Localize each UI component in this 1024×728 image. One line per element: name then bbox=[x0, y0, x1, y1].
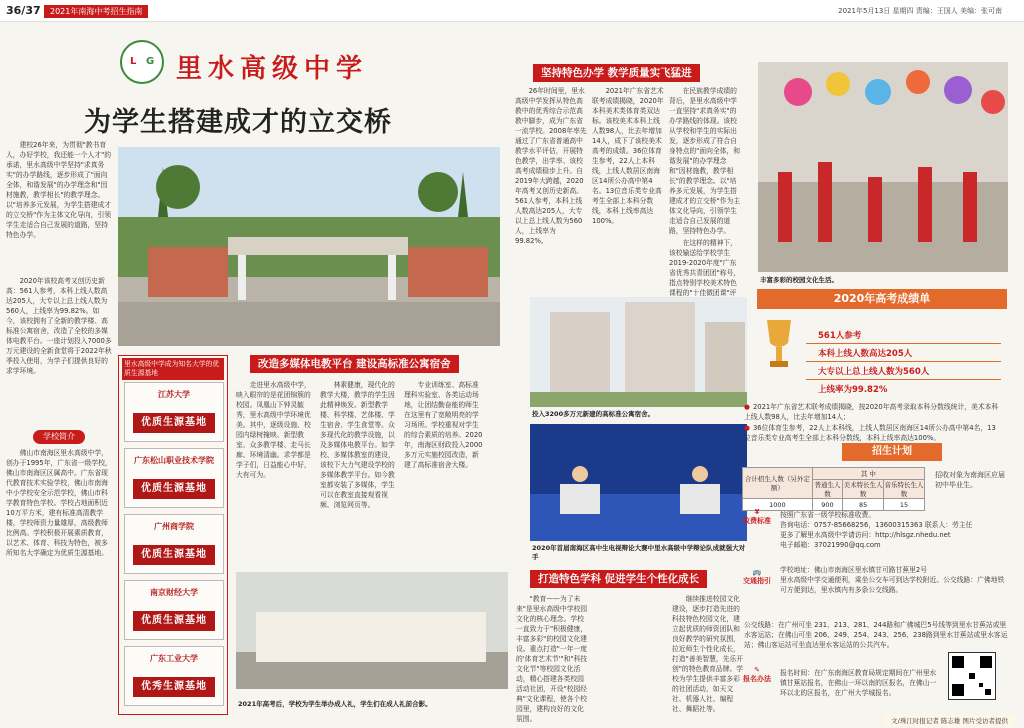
contact-info: 按照广东省一级学校标准收费。 咨询电话：0757-85668256，13600315363 联系人：劳主任 更多了解里水高级中学请访问：http://hlsgz.nhedu.net 电子邮箱：37021990@qq.com bbox=[780, 511, 973, 549]
intro-text-left-2: 2020年该校高考又创历史新高：561人参考，本科上线人数高达205人，大专以上总上线人数为560人，上线率为99.82%。如今，该校拥有了全新的教学楼、高标准公寓宿舍，改造了全校的多媒体电教平台。一座计划投入7000多万元建设的全新食堂将于2022年秋季投入使用，为学子们提供良好的求学环境。 bbox=[6, 277, 112, 375]
plan-table bbox=[742, 467, 925, 511]
plan-total-header: 合计招生人数（另外定额） bbox=[743, 468, 813, 499]
plaques-banner: 里水高级中学成为知名大学的优质生源基地 bbox=[122, 358, 224, 380]
school-name: 里水高级中学 bbox=[176, 54, 369, 84]
plan-note: 招收对象为南海区应届初中毕业生。 bbox=[935, 471, 1005, 489]
section-2-title: 改造多媒体电教平台 建设高标准公寓宿舍 bbox=[250, 355, 459, 373]
results-row-3: 大专以上总上线人数为560人 bbox=[818, 367, 930, 377]
section-2-col-b: 林素健康，现代化的教学大楼，教学的学生因此精神焕发。新型教学楼、科学楼、艺体楼、学生宿舍、学生食堂等。众多现代化的教学设施，以及多媒体电教平台。如学校、多媒体教室的建设，该校下大力气建设学校的多媒体教学平台。如今教室都安装了多媒体，学生可以在教室直接观看视频、浏览网页等。 bbox=[320, 381, 395, 509]
section-1-col-b: 2021年广东省艺术联考成绩揭晓，2020年本科美术类体育类双达标。该校美术本科上线人数98人，比去年增加14人，成下了该校美术高考的成绩。36位体育生参考，22人上本科线，上线人数居区南海区14所公办高中第4名。13位音乐类专业高考生全部上本科分数线，本科上线率高达100%。 bbox=[592, 87, 664, 225]
section-tag: 2021年南海中考招生指南 bbox=[44, 5, 148, 18]
plan-music-header: 音乐特长生人数 bbox=[884, 481, 924, 498]
signup-icon: ✎ 报名办法 bbox=[743, 666, 771, 683]
campus-life-photo bbox=[758, 62, 1008, 272]
plan-total-value: 1000 bbox=[743, 499, 813, 511]
school-brief: 学校简介 佛山市南海区里水高级中学，创办于1995年，广东省一级学校，佛山市南海区区属高中。广东省现代教育技术实验学校，佛山市南海中小学校安全示范学校，佛山市科学教育特色学校。学校占地面积近10万平方米，建有标准高清教学楼，学校师资力量雄厚，高级教师比例高。学校积极开展素质教育，以艺术、体育、科技为特色，被多所知名大学确定为优质生源基地。 bbox=[6, 432, 112, 557]
school-logo-area bbox=[120, 40, 410, 84]
plaque-nanjing: 南京财经大学 优质生源基地 bbox=[124, 580, 224, 640]
plaque-jiangsu: 江苏大学 优质生源基地 bbox=[124, 382, 224, 442]
results-divider bbox=[806, 343, 1001, 344]
debate-caption: 2020年首届南海区高中生电视辩论大赛中里水高级中学辩论队成就强大对手 bbox=[532, 544, 746, 561]
trophy-icon bbox=[762, 315, 796, 375]
debate-photo bbox=[530, 424, 747, 541]
bus-info: 公交线路：在广州可坐 231、213、281、244路和广佛城巴5号线等到里水甘蕉站或里水客运站；在佛山可坐 206、249、254、243、256、238路到里水甘蕉站或里水客运站；佛山客运站可坐直达里水客运站的公共汽车。 bbox=[744, 621, 1008, 649]
results-row-4: 上线率为99.82% bbox=[818, 385, 888, 395]
signup-info: 报名时间：在广东南海区教育局规定期间在广州里水镇甘蕉站报名，在佛山一环以南的区报名，在佛山一环以北的区报名，在广州大学城报名。 bbox=[780, 669, 937, 697]
date-info: 2021年5月13日 星期四 责编：王国人 美编：张可南 bbox=[838, 7, 1002, 15]
plaque-gdut: 广东工业大学 优秀生源基地 bbox=[124, 646, 224, 706]
section-3-title: 打造特色学科 促进学生个性化成长 bbox=[530, 570, 707, 588]
plan-art-header: 美术特长生人数 bbox=[843, 481, 883, 498]
section-3-col-b bbox=[594, 594, 666, 719]
plan-regular-value: 900 bbox=[812, 499, 842, 511]
traffic-info: 学校地址：佛山市南海区里水镇甘可路甘蕉里2号 里水高级中学交通便利，乘坐公交车可到达学校附近。公交线路：广佛地铁可方便到达，里水镇内有多条公交线路。 bbox=[780, 566, 1005, 594]
bus-icon: 🚌 交通指引 bbox=[743, 568, 771, 585]
section-2-col-c: 专业训练室、高标准理科实验室、各类运动场地，让团结勤奋能的师生在这里有了宽敞明亮的学习场所。学校重视对学生的综合素质的培养。2020年，南海区财政投入2000多万元实施校园改造，新建了高标准宿舍大楼。 bbox=[404, 381, 483, 469]
intro-text-left: 建校26年来，为贯彻"教书育人，办好学校，我还能一个人才"的承诺，里水高级中学坚持"求真务实"的办学路线，逐步形成了"面向全体，和谐发展"的办学理念和"因材施教，教学相长"的教学理念。以"培养多元发展，为学生搭建成才的立交桥"作为主体文化导向，引领学生走适合自己发展的道路，坚持特色办学。 bbox=[6, 141, 112, 239]
school-logo-icon: L G bbox=[120, 40, 164, 84]
section-2-col-d bbox=[488, 380, 513, 565]
results-row-2: 本科上线人数高达205人 bbox=[818, 349, 913, 359]
qr-code-icon bbox=[948, 652, 996, 700]
school-gate-photo bbox=[118, 147, 500, 346]
results-divider bbox=[806, 361, 1001, 362]
main-headline: 为学生搭建成才的立交桥 bbox=[84, 107, 392, 138]
fee-icon: ¥ 收费标准 bbox=[743, 508, 771, 525]
campus-life-caption: 丰富多彩的校园文化生活。 bbox=[760, 276, 838, 284]
plaque-songshan: 广东松山职业技术学院 优质生源基地 bbox=[124, 448, 224, 508]
plan-art-value: 85 bbox=[843, 499, 884, 511]
footer-credit: 文/珠江时报记者 陈志雄 图片受访者提供 bbox=[885, 715, 1014, 726]
section-3-col-c: 继续推进校园文化建设，逐步打造先进的科技特色校园文化，建立起优质的师资团队和良好教学的研究氛围，拉近师生个性化成长，打造"善美智慧，先乐开创"的特色教育品牌。学校为学生提供丰富多彩的社团活动，如天文社、机器人社、编程社、舞蹈社等。 bbox=[672, 595, 744, 713]
page-header bbox=[0, 0, 1024, 22]
page-number: 36/37 bbox=[6, 4, 41, 17]
dormitory-photo bbox=[530, 297, 747, 407]
group-photo-caption: 2021年高考后，学校为学生举办成人礼，学生们在成人礼前合影。 bbox=[238, 700, 432, 708]
section-1-title: 坚持特色办学 教学质量实飞猛进 bbox=[533, 64, 700, 82]
plan-regular-header: 普通生人数 bbox=[812, 480, 842, 499]
section-3-col-a: "教育——为了未来"是里水高级中学校园文化的核心理念。学校一直致力于"积极健康，丰富多彩"的校园文化建设。重点打造"一年一度的'体育艺术节'"和"科技文化节"等校园文化活动，精心搭建各类校园活动社团，开设"校园经典"文化课程，使各个校园里，建构良好的文化氛围。 bbox=[516, 595, 588, 723]
results-row-1: 561人参考 bbox=[818, 331, 862, 341]
plan-split-header: 其 中 bbox=[812, 468, 924, 480]
plan-music-value: 15 bbox=[884, 499, 925, 511]
section-1-col-a: 26年时间里，里水高级中学发挥从特色高教中的优秀综合示范高教中脚步，成为广东省一流学校。2008年率先通过了广东省普通高中教学水平评估，开展特色教学，出学率、该校高考成绩稳步上升。自2019年大跨越，2020年高考又创历史新高。561人参考，本科上线人数高达205人，大专以上总上线人数为560人，上线率为99.82%。 bbox=[515, 87, 587, 245]
plan-title: 招生计划 bbox=[842, 443, 942, 461]
section-2-col-a: 走进里水高级中学，映入眼帘的是花团锦簇的校园。凤凰山下钟灵毓秀，里水高级中学环境优美。其中，逐级设施、校园内绿树掩映、新型教室、众多教学楼、走马长廊、环境清幽。求学都是学子们，日益能心中好，大有可为。 bbox=[236, 381, 311, 479]
results-bullet-1: ● 2021年广东省艺术联考成绩揭晓，按2020年高考录取本科分数线统计，美术本科上线人数98人，比去年增加14人； bbox=[744, 402, 1002, 422]
results-divider bbox=[806, 379, 1001, 380]
results-bullet-2: ● 36位体育生参考，22人上本科线，上线人数居区南海区14所公办高中第4名，13位音乐类专业高考生全部上本科分数线，本科上线率高达100%。 bbox=[744, 423, 1002, 443]
dormitory-caption: 投入3200多万元新建的高标准公寓宿舍。 bbox=[532, 410, 655, 418]
plaque-gzcommerce: 广州商学院 优质生源基地 bbox=[124, 514, 224, 574]
group-photo bbox=[236, 572, 508, 689]
section-1-col-c: 在民族教学成绩的背后，是里水高级中学一直坚持"求真务实"的办学路线的体现。该校从学校和学生的实际出发，逐步形成了符合自身特点的"面向全体，和谐发展"的办学理念和"因材施教，教学相长"的教学理念。以"培养多元发展，为学生搭建成才的立交桥"作为主体文化导向，引领学生走适合自己发展的道路，坚持特色办学。 在这样的精神下，该校输送给学校学生2019-2020年度"广东省优秀共青团团"称号，指点特别学校美术特色课程的"十佳微团课"评 bbox=[669, 87, 741, 297]
results-title: 2020年高考成绩单 bbox=[757, 289, 1007, 309]
